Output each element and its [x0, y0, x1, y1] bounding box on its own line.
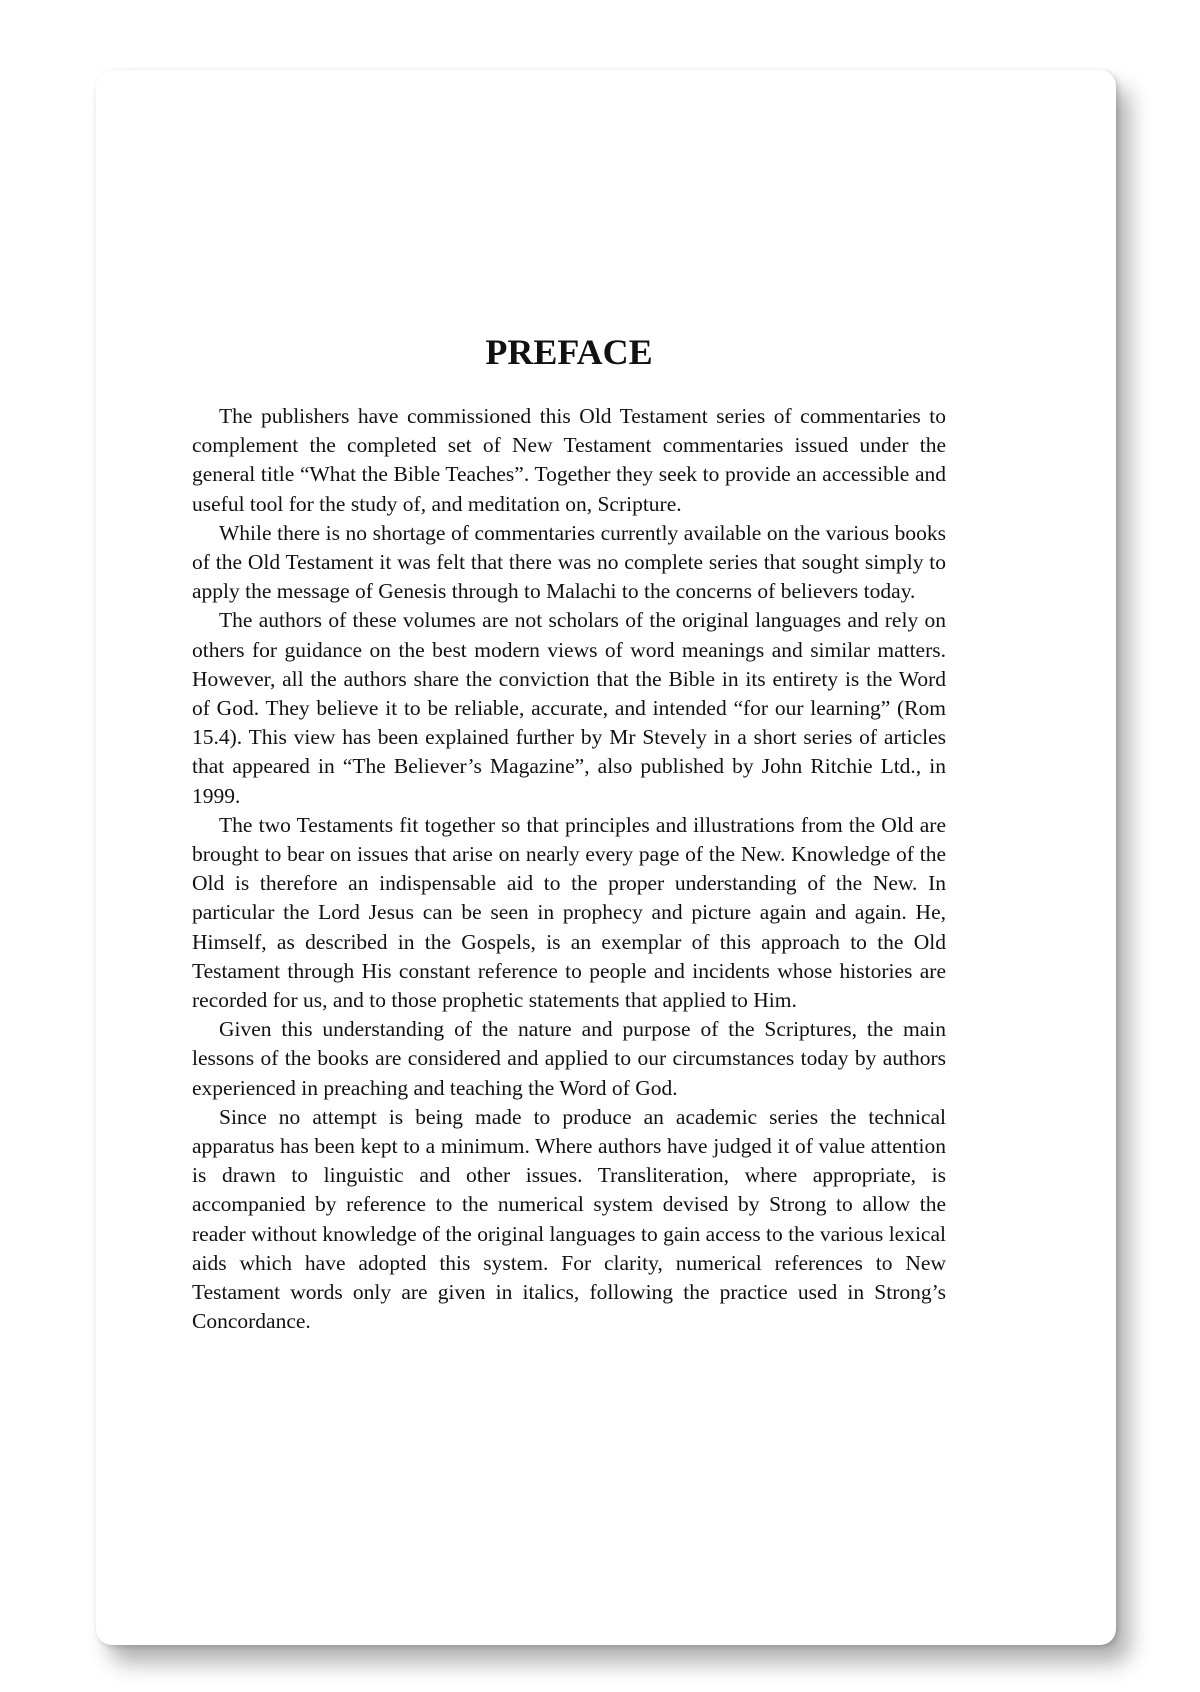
- preface-paragraph-3: The authors of these volumes are not scholars of the original languages and rely on others for guidance on the best modern views of word meanings and similar matters. However, all the authors share the conviction that the Bible in its entirety is the Word of God. They believe it to be reliable, accurate, and intended “for our learning” (Rom 15.4). This view has been explained further by Mr Stevely in a short series of articles that appeared in “The Believer’s Magazine”, also published by John Ritchie Ltd., in 1999.: [192, 608, 946, 808]
- preface-paragraph-2: While there is no shortage of commentaries currently available on the various books of the Old Testament it was felt that there was no complete series that sought simply to apply the message of Genesis through to Malachi to the concerns of believers today.: [192, 520, 946, 604]
- preface-paragraph-5: Given this understanding of the nature and purpose of the Scriptures, the main lessons of the books are considered and applied to our circumstances today by authors experienced in preaching and teaching the Word of God.: [192, 1017, 946, 1100]
- preface-paragraph-4: The two Testaments fit together so that principles and illustrations from the Old are brought to bear on issues that arise on nearly every page of the New. Knowledge of the Old is therefore an indispensable aid to the proper understanding of the New. In particular the Lord Jesus can be seen in prophecy and picture again and again. He, Himself, as described in the Gospels, is an exemplar of this approach to the Old Testament through His constant reference to people and incidents whose histories are recorded for us, and to those prophetic statements that applied to Him.: [192, 812, 946, 1013]
- preface-paragraph-1: The publishers have commissioned this Old Testament series of commentaries to complement the completed set of New Testament commentaries issued under the general title “What the Bible Teaches”. Together they seek to provide an accessible and useful tool for the study of, and meditation on, Scripture.: [192, 404, 946, 516]
- page-content: [192, 332, 946, 1337]
- document-page: [96, 70, 1116, 1645]
- preface-paragraph-6: Since no attempt is being made to produce an academic series the technical apparatus has been kept to a minimum. Where authors have judged it of value attention is drawn to linguistic and other issues. Transliteration, where appropriate, is accompanied by reference to the numerical system devised by Strong to allow the reader without knowledge of the original languages to gain access to the various lexical aids which have adopted this system. For clarity, numerical references to New Testament words only are given in italics, following the practice used in Strong’s Concordance.: [192, 1104, 946, 1334]
- page-title: PREFACE: [485, 332, 653, 372]
